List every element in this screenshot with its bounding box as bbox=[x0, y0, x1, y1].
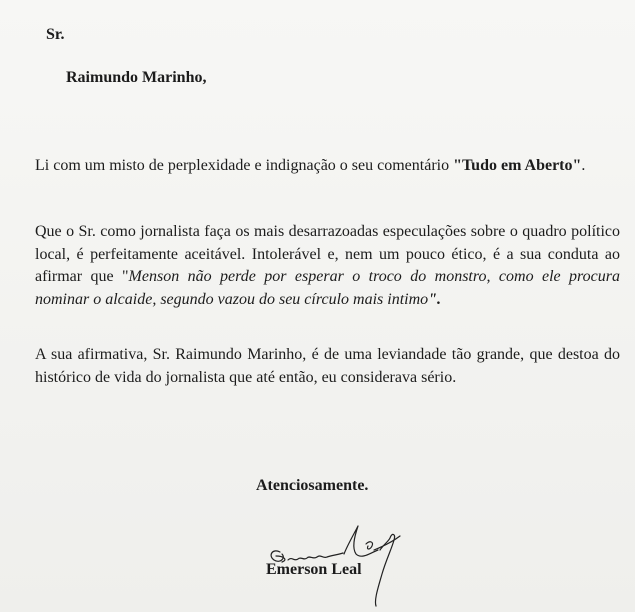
quoted-statement: Menson não perde por esperar o troco do monstro, como ele procura nominar o alcaide, segundo vazou do seu círculo mais intimo bbox=[35, 268, 621, 308]
closing: Atenciosamente. bbox=[256, 477, 369, 494]
paragraph-1-text: Li com um misto de perplexidade e indignação o seu comentário bbox=[35, 157, 454, 174]
handwritten-signature bbox=[262, 520, 422, 610]
paragraph-2 bbox=[35, 221, 620, 311]
paragraph-2-text: Que o Sr. como jornalista faça os mais desarrazoadas especulações sobre o quadro político local, é perfeitamente aceitável. Intolerável e, nem um pouco ético, é a sua conduta ao afirmar que " bbox=[35, 223, 620, 285]
paragraph-3: A sua afirmativa, Sr. Raimundo Marinho, é de uma leviandade tão grande, que destoa do histórico de vida do jornalista que até então, eu considerava sério. bbox=[35, 346, 620, 386]
paragraph-1-end: . bbox=[581, 157, 586, 174]
paragraph-1 bbox=[35, 155, 620, 178]
quote-close: ". bbox=[428, 290, 442, 308]
signer-name: Emerson Leal bbox=[266, 561, 362, 578]
salutation: Sr. bbox=[46, 26, 65, 43]
column-title: "Tudo em Aberto" bbox=[453, 157, 582, 174]
recipient-name: Raimundo Marinho, bbox=[66, 69, 207, 86]
